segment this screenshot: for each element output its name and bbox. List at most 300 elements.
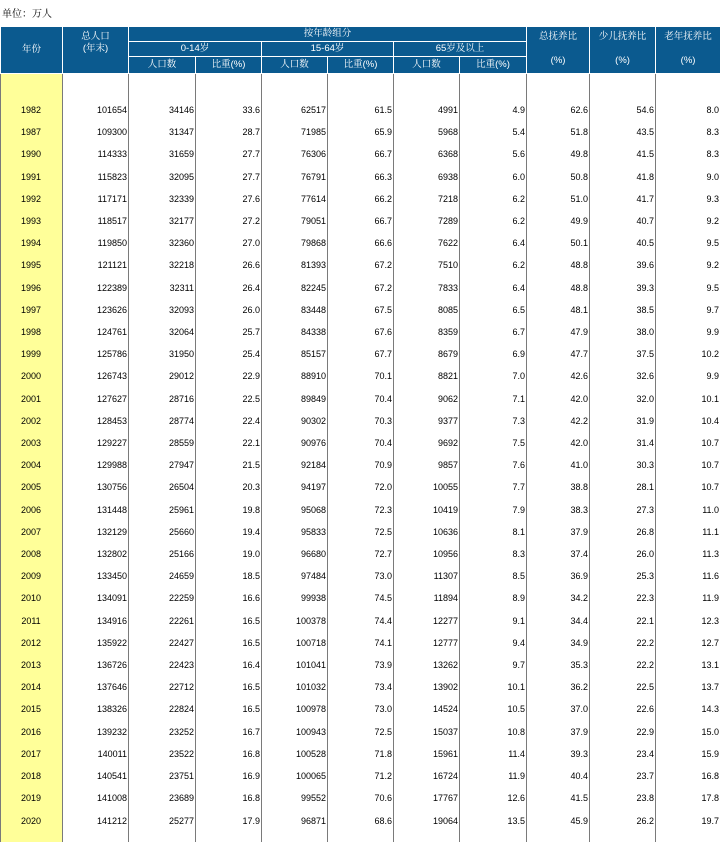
table-body (1, 74, 720, 842)
cell-old-dependency: 9.2 (656, 254, 720, 276)
table-row (1, 565, 720, 587)
cell-age-0-14-share: 22.4 (196, 410, 262, 432)
cell-child-dependency: 41.8 (590, 166, 656, 188)
cell-total-population: 115823 (63, 166, 129, 188)
cell-age-15-64-share: 71.2 (328, 765, 394, 787)
table-row (1, 787, 720, 809)
cell-age-0-14-share: 22.5 (196, 388, 262, 410)
table-row (1, 721, 720, 743)
table-row (1, 321, 720, 343)
cell-total-dependency: 42.0 (527, 388, 590, 410)
cell-total-dependency: 38.3 (527, 499, 590, 521)
cell-age-65-plus-share: 7.1 (460, 388, 527, 410)
cell-age-65-plus-count: 7289 (394, 210, 460, 232)
cell-age-0-14-count: 23751 (129, 765, 196, 787)
cell-age-15-64-share: 70.3 (328, 410, 394, 432)
cell-age-65-plus-share: 6.2 (460, 210, 527, 232)
cell-old-dependency: 9.9 (656, 365, 720, 387)
cell-age-65-plus-share: 8.3 (460, 543, 527, 565)
cell-age-0-14-share: 22.9 (196, 365, 262, 387)
cell-old-dependency: 10.1 (656, 388, 720, 410)
cell-age-15-64-count: 95068 (262, 499, 328, 521)
cell-old-dependency: 9.7 (656, 299, 720, 321)
population-table (0, 26, 720, 842)
cell-total-dependency: 34.2 (527, 587, 590, 609)
cell-year: 1992 (1, 188, 63, 210)
cell-year: 2007 (1, 521, 63, 543)
cell-age-0-14-share: 16.9 (196, 765, 262, 787)
cell-age-0-14-count: 32360 (129, 232, 196, 254)
cell-total-dependency: 37.9 (527, 521, 590, 543)
cell-age-65-plus-count: 10956 (394, 543, 460, 565)
cell-age-65-plus-share: 12.6 (460, 787, 527, 809)
cell-age-65-plus-share: 7.0 (460, 365, 527, 387)
cell-total-population: 141008 (63, 787, 129, 809)
cell-year: 1982 (1, 99, 63, 121)
cell-age-0-14-count: 28716 (129, 388, 196, 410)
cell-age-15-64-share: 74.5 (328, 587, 394, 609)
cell-child-dependency: 30.3 (590, 454, 656, 476)
cell-old-dependency: 9.5 (656, 232, 720, 254)
header-share: 比重(%) (196, 57, 262, 74)
table-row (1, 632, 720, 654)
cell-age-15-64-share: 70.1 (328, 365, 394, 387)
cell-age-0-14-count: 22427 (129, 632, 196, 654)
cell-age-65-plus-count: 9692 (394, 432, 460, 454)
cell-child-dependency: 41.5 (590, 143, 656, 165)
cell-age-65-plus-count: 14524 (394, 698, 460, 720)
cell-total-dependency: 40.4 (527, 765, 590, 787)
cell-age-65-plus-share: 8.1 (460, 521, 527, 543)
cell-total-dependency: 50.1 (527, 232, 590, 254)
cell-total-dependency: 42.6 (527, 365, 590, 387)
cell-age-65-plus-count: 9377 (394, 410, 460, 432)
cell-age-0-14-share: 22.1 (196, 432, 262, 454)
cell-age-15-64-share: 72.5 (328, 521, 394, 543)
cell-year: 2011 (1, 610, 63, 632)
cell-total-population: 114333 (63, 143, 129, 165)
cell-child-dependency: 40.5 (590, 232, 656, 254)
cell-age-15-64-count: 100718 (262, 632, 328, 654)
cell-age-15-64-count: 94197 (262, 476, 328, 498)
cell-age-0-14-count: 28774 (129, 410, 196, 432)
cell-total-dependency: 49.9 (527, 210, 590, 232)
cell-age-65-plus-share: 6.4 (460, 232, 527, 254)
header-by-age-group: 按年龄组分 (129, 27, 527, 42)
cell-child-dependency: 38.0 (590, 321, 656, 343)
cell-age-15-64-count: 90976 (262, 432, 328, 454)
cell-total-dependency: 48.1 (527, 299, 590, 321)
cell-total-dependency: 34.4 (527, 610, 590, 632)
cell-child-dependency: 22.2 (590, 632, 656, 654)
cell-child-dependency: 32.6 (590, 365, 656, 387)
cell-age-15-64-count: 88910 (262, 365, 328, 387)
table-row (1, 654, 720, 676)
cell-age-0-14-count: 28559 (129, 432, 196, 454)
cell-year: 1996 (1, 277, 63, 299)
cell-age-0-14-share: 19.0 (196, 543, 262, 565)
cell-age-15-64-count: 89849 (262, 388, 328, 410)
cell-age-65-plus-share: 11.9 (460, 765, 527, 787)
cell-age-0-14-share: 26.0 (196, 299, 262, 321)
cell-age-65-plus-count: 8821 (394, 365, 460, 387)
cell-year: 2008 (1, 543, 63, 565)
cell-age-15-64-count: 82245 (262, 277, 328, 299)
header-share: 比重(%) (328, 57, 394, 74)
cell-old-dependency: 13.1 (656, 654, 720, 676)
cell-age-15-64-count: 76791 (262, 166, 328, 188)
cell-age-15-64-count: 101032 (262, 676, 328, 698)
cell-year: 2018 (1, 765, 63, 787)
cell-total-dependency: 45.9 (527, 810, 590, 832)
cell-age-65-plus-share: 10.5 (460, 698, 527, 720)
cell-age-65-plus-share: 7.7 (460, 476, 527, 498)
cell-age-65-plus-share: 6.4 (460, 277, 527, 299)
cell-total-dependency: 48.8 (527, 277, 590, 299)
cell-age-65-plus-share: 5.6 (460, 143, 527, 165)
cell-old-dependency: 9.0 (656, 166, 720, 188)
table-row (1, 388, 720, 410)
cell-total-population: 123626 (63, 299, 129, 321)
cell-age-0-14-count: 25277 (129, 810, 196, 832)
cell-age-15-64-count: 71985 (262, 121, 328, 143)
cell-old-dependency: 10.4 (656, 410, 720, 432)
cell-age-15-64-share: 73.0 (328, 565, 394, 587)
cell-age-65-plus-share: 7.3 (460, 410, 527, 432)
cell-age-65-plus-count: 11307 (394, 565, 460, 587)
cell-child-dependency: 31.4 (590, 432, 656, 454)
cell-age-0-14-count: 32064 (129, 321, 196, 343)
cell-age-15-64-share: 66.7 (328, 210, 394, 232)
cell-age-15-64-share: 70.6 (328, 787, 394, 809)
cell-year: 2000 (1, 365, 63, 387)
cell-old-dependency: 11.9 (656, 587, 720, 609)
header-total-dependency (527, 27, 590, 74)
cell-old-dependency: 9.2 (656, 210, 720, 232)
cell-age-0-14-count: 32095 (129, 166, 196, 188)
cell-age-0-14-share: 16.8 (196, 787, 262, 809)
cell-age-0-14-count: 23689 (129, 787, 196, 809)
cell-age-65-plus-share: 6.7 (460, 321, 527, 343)
cell-age-15-64-share: 66.2 (328, 188, 394, 210)
cell-age-0-14-count: 22712 (129, 676, 196, 698)
cell-total-population: 130756 (63, 476, 129, 498)
cell-age-0-14-count: 32311 (129, 277, 196, 299)
header-total-population-label: 总人口 (81, 31, 110, 42)
cell-total-population: 140541 (63, 765, 129, 787)
cell-child-dependency: 31.9 (590, 410, 656, 432)
cell-age-15-64-share: 67.5 (328, 299, 394, 321)
cell-age-65-plus-count: 7218 (394, 188, 460, 210)
cell-total-population: 117171 (63, 188, 129, 210)
table-row (1, 121, 720, 143)
cell-old-dependency: 9.3 (656, 188, 720, 210)
cell-year: 1990 (1, 143, 63, 165)
cell-age-0-14-count: 31950 (129, 343, 196, 365)
cell-age-65-plus-count: 9857 (394, 454, 460, 476)
cell-age-65-plus-count: 13902 (394, 676, 460, 698)
cell-age-65-plus-count: 12777 (394, 632, 460, 654)
cell-age-0-14-count: 22824 (129, 698, 196, 720)
header-count: 人口数 (394, 57, 460, 74)
cell-total-population: 138326 (63, 698, 129, 720)
cell-age-15-64-share: 72.0 (328, 476, 394, 498)
cell-total-dependency: 35.3 (527, 654, 590, 676)
header-age-65-plus: 65岁及以上 (394, 42, 527, 57)
cell-total-population: 132802 (63, 543, 129, 565)
cell-age-15-64-share: 70.4 (328, 388, 394, 410)
cell-age-0-14-share: 27.7 (196, 166, 262, 188)
cell-age-0-14-count: 32339 (129, 188, 196, 210)
cell-old-dependency: 12.3 (656, 610, 720, 632)
cell-total-population: 126743 (63, 365, 129, 387)
cell-total-dependency: 47.9 (527, 321, 590, 343)
cell-year: 1998 (1, 321, 63, 343)
cell-age-65-plus-share: 9.4 (460, 632, 527, 654)
cell-total-population: 129227 (63, 432, 129, 454)
cell-child-dependency: 22.3 (590, 587, 656, 609)
cell-year: 2020 (1, 810, 63, 832)
table-row (1, 810, 720, 832)
cell-total-dependency: 41.5 (527, 787, 590, 809)
cell-old-dependency: 8.3 (656, 143, 720, 165)
cell-age-0-14-count: 22423 (129, 654, 196, 676)
cell-total-population: 118517 (63, 210, 129, 232)
table-row (1, 587, 720, 609)
table-row (1, 499, 720, 521)
table-row (1, 476, 720, 498)
cell-age-0-14-share: 16.8 (196, 743, 262, 765)
cell-age-0-14-share: 16.5 (196, 676, 262, 698)
cell-child-dependency: 22.2 (590, 654, 656, 676)
cell-age-0-14-count: 32177 (129, 210, 196, 232)
cell-age-65-plus-count: 7833 (394, 277, 460, 299)
cell-total-dependency: 50.8 (527, 166, 590, 188)
cell-year: 2013 (1, 654, 63, 676)
cell-age-0-14-share: 28.7 (196, 121, 262, 143)
cell-total-population: 125786 (63, 343, 129, 365)
cell-total-population: 122389 (63, 277, 129, 299)
cell-age-15-64-share: 65.9 (328, 121, 394, 143)
cell-age-0-14-count: 23252 (129, 721, 196, 743)
table-row (1, 610, 720, 632)
cell-child-dependency: 22.5 (590, 676, 656, 698)
cell-old-dependency: 11.0 (656, 499, 720, 521)
cell-age-0-14-share: 33.6 (196, 99, 262, 121)
cell-age-0-14-count: 25166 (129, 543, 196, 565)
header-age-15-64: 15-64岁 (262, 42, 394, 57)
cell-age-0-14-count: 25961 (129, 499, 196, 521)
cell-age-0-14-share: 26.6 (196, 254, 262, 276)
cell-age-15-64-share: 66.7 (328, 143, 394, 165)
cell-child-dependency: 26.0 (590, 543, 656, 565)
cell-age-0-14-share: 16.5 (196, 610, 262, 632)
cell-total-dependency: 51.0 (527, 188, 590, 210)
cell-total-population: 137646 (63, 676, 129, 698)
table-row (1, 166, 720, 188)
cell-child-dependency: 22.6 (590, 698, 656, 720)
cell-year: 2005 (1, 476, 63, 498)
cell-child-dependency: 39.6 (590, 254, 656, 276)
cell-age-15-64-share: 72.3 (328, 499, 394, 521)
table-row (1, 210, 720, 232)
cell-age-15-64-share: 72.5 (328, 721, 394, 743)
header-old-dependency (656, 27, 720, 74)
cell-age-0-14-share: 19.4 (196, 521, 262, 543)
cell-year: 1999 (1, 343, 63, 365)
cell-total-population: 134091 (63, 587, 129, 609)
cell-age-0-14-count: 31659 (129, 143, 196, 165)
cell-child-dependency: 38.5 (590, 299, 656, 321)
cell-age-15-64-share: 67.2 (328, 277, 394, 299)
cell-age-65-plus-count: 10055 (394, 476, 460, 498)
cell-old-dependency: 10.7 (656, 432, 720, 454)
cell-age-65-plus-share: 9.7 (460, 654, 527, 676)
header-age-0-14: 0-14岁 (129, 42, 262, 57)
cell-age-0-14-count: 26504 (129, 476, 196, 498)
cell-age-65-plus-share: 7.6 (460, 454, 527, 476)
cell-old-dependency: 15.0 (656, 721, 720, 743)
cell-total-dependency: 37.0 (527, 698, 590, 720)
cell-age-0-14-share: 19.8 (196, 499, 262, 521)
header-year: 年份 (1, 27, 63, 74)
cell-total-population: 101654 (63, 99, 129, 121)
cell-child-dependency: 39.3 (590, 277, 656, 299)
header-count: 人口数 (262, 57, 328, 74)
cell-year: 1997 (1, 299, 63, 321)
cell-old-dependency: 12.7 (656, 632, 720, 654)
cell-old-dependency: 19.7 (656, 810, 720, 832)
cell-year: 1987 (1, 121, 63, 143)
cell-age-0-14-share: 25.7 (196, 321, 262, 343)
cell-year: 1994 (1, 232, 63, 254)
cell-age-65-plus-count: 7622 (394, 232, 460, 254)
spacer-row (1, 74, 720, 100)
cell-age-65-plus-count: 15961 (394, 743, 460, 765)
cell-age-15-64-count: 92184 (262, 454, 328, 476)
unit-label: 单位：万人 (2, 9, 52, 20)
cell-age-15-64-share: 73.9 (328, 654, 394, 676)
cell-child-dependency: 26.8 (590, 521, 656, 543)
cell-total-population: 124761 (63, 321, 129, 343)
cell-total-dependency: 36.2 (527, 676, 590, 698)
cell-age-15-64-count: 90302 (262, 410, 328, 432)
cell-year: 2012 (1, 632, 63, 654)
cell-age-15-64-count: 99938 (262, 587, 328, 609)
table-row (1, 765, 720, 787)
cell-total-population: 132129 (63, 521, 129, 543)
cell-total-dependency: 34.9 (527, 632, 590, 654)
cell-age-65-plus-count: 15037 (394, 721, 460, 743)
cell-child-dependency: 23.7 (590, 765, 656, 787)
cell-old-dependency: 10.2 (656, 343, 720, 365)
cell-old-dependency: 11.3 (656, 543, 720, 565)
table-row (1, 277, 720, 299)
cell-age-65-plus-count: 16724 (394, 765, 460, 787)
cell-old-dependency: 8.3 (656, 121, 720, 143)
cell-age-65-plus-count: 8359 (394, 321, 460, 343)
cell-age-0-14-share: 27.2 (196, 210, 262, 232)
cell-child-dependency: 22.1 (590, 610, 656, 632)
cell-total-population: 141212 (63, 810, 129, 832)
cell-child-dependency: 28.1 (590, 476, 656, 498)
cell-age-0-14-share: 27.7 (196, 143, 262, 165)
cell-child-dependency: 40.7 (590, 210, 656, 232)
cell-year: 2002 (1, 410, 63, 432)
cell-age-15-64-count: 76306 (262, 143, 328, 165)
header-child-dependency-label: 少儿抚养比 (598, 31, 647, 42)
cell-total-population: 127627 (63, 388, 129, 410)
cell-total-dependency: 38.8 (527, 476, 590, 498)
cell-age-15-64-count: 100978 (262, 698, 328, 720)
cell-age-65-plus-count: 11894 (394, 587, 460, 609)
cell-year: 2015 (1, 698, 63, 720)
cell-year: 1991 (1, 166, 63, 188)
cell-total-dependency: 42.0 (527, 432, 590, 454)
cell-age-0-14-share: 27.6 (196, 188, 262, 210)
cell-age-15-64-share: 70.4 (328, 432, 394, 454)
cell-age-15-64-share: 61.5 (328, 99, 394, 121)
cell-age-0-14-count: 32093 (129, 299, 196, 321)
cell-age-65-plus-share: 6.2 (460, 254, 527, 276)
cell-age-65-plus-share: 6.2 (460, 188, 527, 210)
header-child-dependency-unit: (%) (615, 55, 630, 66)
table-row (1, 188, 720, 210)
cell-old-dependency: 15.9 (656, 743, 720, 765)
cell-old-dependency: 8.0 (656, 99, 720, 121)
cell-year: 2010 (1, 587, 63, 609)
cell-age-65-plus-count: 8085 (394, 299, 460, 321)
cell-age-15-64-count: 101041 (262, 654, 328, 676)
cell-child-dependency: 37.5 (590, 343, 656, 365)
header-share: 比重(%) (460, 57, 527, 74)
cell-age-15-64-count: 96871 (262, 810, 328, 832)
cell-total-dependency: 39.3 (527, 743, 590, 765)
cell-child-dependency: 32.0 (590, 388, 656, 410)
cell-age-65-plus-share: 10.1 (460, 676, 527, 698)
cell-age-15-64-share: 68.6 (328, 810, 394, 832)
cell-age-15-64-share: 74.1 (328, 632, 394, 654)
cell-age-15-64-count: 99552 (262, 787, 328, 809)
cell-age-0-14-share: 27.0 (196, 232, 262, 254)
cell-year: 1995 (1, 254, 63, 276)
cell-age-0-14-count: 22259 (129, 587, 196, 609)
cell-year: 2004 (1, 454, 63, 476)
cell-child-dependency: 43.5 (590, 121, 656, 143)
cell-age-0-14-count: 22261 (129, 610, 196, 632)
table-row (1, 676, 720, 698)
table-row (1, 99, 720, 121)
cell-old-dependency: 10.7 (656, 476, 720, 498)
cell-total-population: 140011 (63, 743, 129, 765)
cell-old-dependency: 9.5 (656, 277, 720, 299)
cell-total-dependency: 47.7 (527, 343, 590, 365)
cell-age-65-plus-share: 5.4 (460, 121, 527, 143)
cell-total-dependency: 42.2 (527, 410, 590, 432)
cell-old-dependency: 11.6 (656, 565, 720, 587)
cell-total-dependency: 36.9 (527, 565, 590, 587)
cell-old-dependency: 11.1 (656, 521, 720, 543)
header-child-dependency (590, 27, 656, 74)
cell-total-dependency: 37.4 (527, 543, 590, 565)
cell-age-65-plus-share: 7.5 (460, 432, 527, 454)
cell-old-dependency: 17.8 (656, 787, 720, 809)
cell-age-15-64-share: 72.7 (328, 543, 394, 565)
cell-age-0-14-count: 31347 (129, 121, 196, 143)
cell-age-15-64-count: 100943 (262, 721, 328, 743)
cell-total-dependency: 37.9 (527, 721, 590, 743)
cell-child-dependency: 23.8 (590, 787, 656, 809)
